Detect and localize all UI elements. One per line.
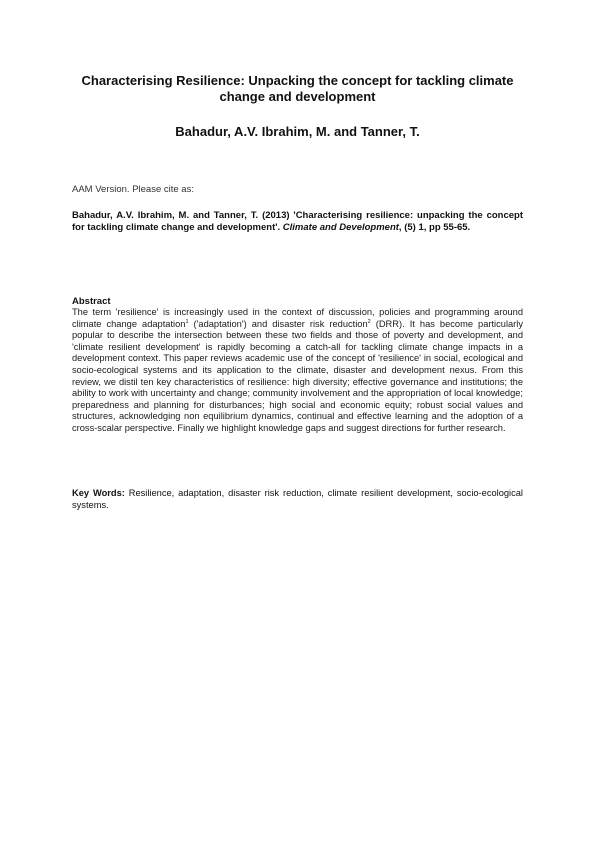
- keywords-label: Key Words:: [72, 488, 125, 498]
- paper-title: Characterising Resilience: Unpacking the concept for tackling climate change and development: [81, 73, 514, 104]
- footnote-marker-2[interactable]: 2: [367, 318, 371, 325]
- footnote-marker-1[interactable]: 1: [185, 318, 189, 325]
- keywords-text: Resilience, adaptation, disaster risk reduction, climate resilient development, socio-ecological systems.: [72, 488, 523, 510]
- paper-authors: Bahadur, A.V. Ibrahim, M. and Tanner, T.: [175, 124, 420, 139]
- abstract-body: [72, 307, 523, 435]
- citation-details: , (5) 1, pp 55-65.: [398, 222, 471, 234]
- citation: [72, 210, 523, 234]
- citation-journal: Climate and Development: [282, 222, 399, 234]
- citation-main: Bahadur, A.V. Ibrahim, M. and Tanner, T. (2013) 'Characterising resilience: unpacking the concept for tackling climate change and development'.: [72, 210, 523, 234]
- abstract-text-part1: The term 'resilience' is increasingly used in the context of discussion, policies and programming around climate change adaptation: [72, 307, 523, 329]
- abstract-text-part3: (DRR). It has become particularly popular to describe the intersection between these two fields and those of poverty and development, and 'climate resilient development' is rapidly becoming a catch-all for tackling climate change impacts in a development context. This paper reviews academic use of the concept of 'resilience' in social, ecological and socio-ecological systems and its application to the climate, disaster and development nexus. From this review, we distil ten key characteristics of resilience: high diversity; effective governance and institutions; the ability to work with uncertainty and change; community involvement and the appropriation of local knowledge; preparedness and planning for disturbances; high social and economic equity; robust social values and structures, acknowledging non equilibrium dynamics, continual and effective learning and the adoption of a cross-scalar perspective. Finally we highlight knowledge gaps and suggest directions for further research.: [72, 318, 523, 433]
- aam-version-note: AAM Version. Please cite as:: [72, 184, 194, 195]
- abstract-heading: Abstract: [72, 296, 111, 307]
- keywords: [72, 487, 523, 511]
- abstract-text-part2: ('adaptation') and disaster risk reduction: [188, 318, 368, 329]
